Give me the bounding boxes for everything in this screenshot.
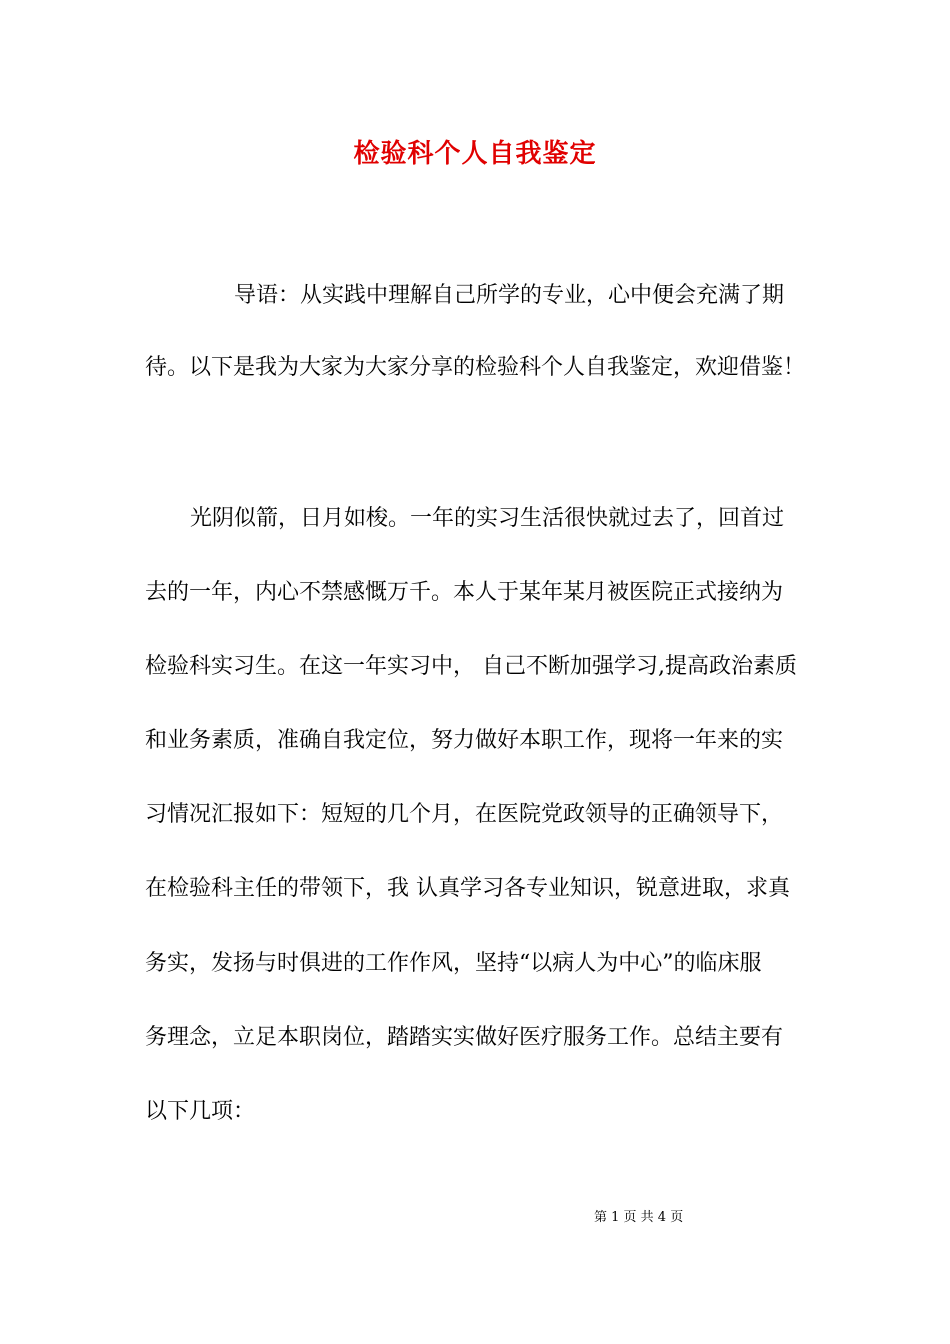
body-line-9: 以下几项： [145,1099,256,1124]
body-line-5: 习情况汇报如下：短短的几个月，在医院党政领导的正确领导下， [145,802,784,827]
body-line-6: 在检验科主任的带领下，我 认真学习各专业知识，锐意进取，求真 [145,876,790,901]
body-line-8: 务理念，立足本职岗位，踏踏实实做好医疗服务工作。总结主要有 [145,1025,784,1050]
body-line-4: 和业务素质，准确自我定位，努力做好本职工作，现将一年来的实 [145,728,784,753]
body-line-2: 去的一年，内心不禁感慨万千。本人于某年某月被医院正式接纳为 [145,580,784,605]
page-number: 第 1 页 共 4 页 [594,1210,684,1225]
intro-line-1: 导语：从实践中理解自己所学的专业，心中便会充满了期 [234,283,785,308]
body-line-1: 光阴似箭，日月如梭。一年的实习生活很快就过去了，回首过 [190,506,785,531]
document-title: 检验科个人自我鉴定 [353,139,597,169]
body-line-7: 务实，发扬与时俱进的工作作风，坚持“以病人为中心”的临床服 [145,951,762,976]
intro-line-2: 待。以下是我为大家为大家分享的检验科个人自我鉴定，欢迎借鉴！ [145,355,806,380]
body-line-3: 检验科实习生。在这一年实习中， 自己不断加强学习,提高政治素质 [145,654,797,679]
